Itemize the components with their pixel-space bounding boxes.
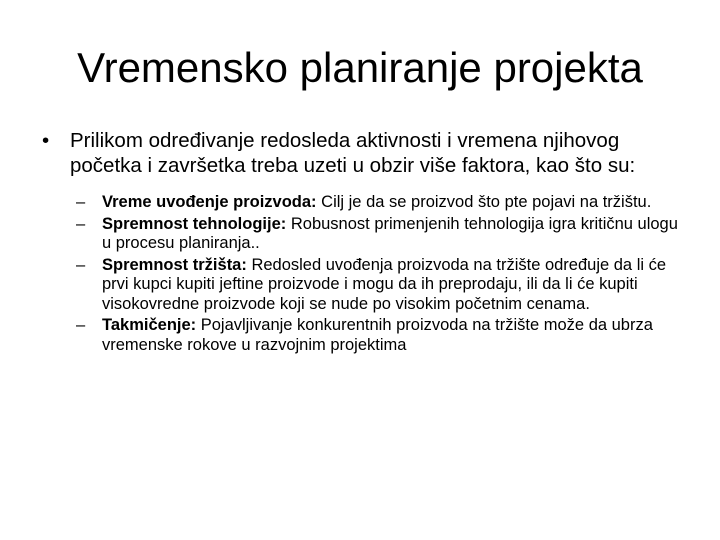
dash-icon: – [76,214,86,233]
slide-title: Vremensko planiranje projekta [77,44,643,91]
bullet-icon: • [42,129,50,152]
intro-bullet [40,128,690,178]
factor-text: Pojavljivanje konkurentnih proizvoda na tržište može da ubrza vremenske rokove u razvojnim projektima [102,316,653,354]
factor-item-competition [40,316,690,355]
factor-term: Takmičenje: [102,316,197,334]
factor-term: Spremnost tržišta: [102,255,247,274]
dash-icon: – [76,316,86,334]
factor-text: Cilj je da se proizvod što pte pojavi na tržištu. [316,193,652,211]
factor-text: Redosled uvođenja proizvoda na tržište određuje da li će prvi kupci kupiti jeftine proizvode i mogu da ih preprodaju, ili da li će kupiti visokovredne proizvode koji se nude po visokim početnim cenama. [102,255,667,313]
factor-text: Robusnost primenjenih tehnologija igra kritičnu ulogu u procesu planiranja.. [102,214,678,252]
intro-text: Prilikom određivanje redosleda aktivnosti i vremena njihovog početka i završetka treba uzeti u obzir više faktora, kao što su: [70,129,636,177]
factor-term: Vreme uvođenje proizvoda: [102,193,317,211]
slide-body [40,128,690,357]
dash-icon: – [76,193,86,211]
factor-item-time [40,193,690,213]
factor-item-technology [40,215,690,254]
dash-icon: – [76,255,86,274]
factor-item-market [40,256,690,315]
factor-list [40,193,690,355]
factor-term: Spremnost tehnologije: [102,214,287,233]
